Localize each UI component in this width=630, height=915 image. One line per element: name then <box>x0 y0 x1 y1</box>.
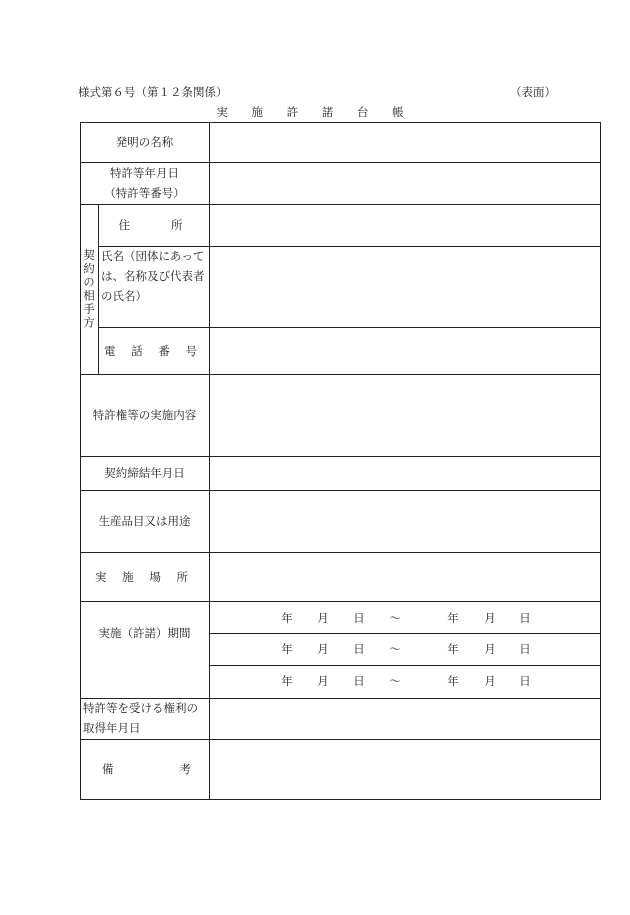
year-unit: 年 <box>447 674 459 688</box>
invention-name-label: 発明の名称 <box>115 135 174 149</box>
phone-label: 電 話 番 号 <box>104 343 203 358</box>
year-unit: 年 <box>281 642 293 656</box>
period-row-1 <box>80 610 601 628</box>
patent-date-text: 特許等年月日 <box>110 166 179 180</box>
month-unit: 月 <box>317 642 329 656</box>
counterparty-group-text: 契約の相手方 <box>82 248 96 330</box>
day-unit: 日 <box>519 674 531 688</box>
day-unit: 日 <box>353 674 365 688</box>
rights-date-line-2: 取得年月日 <box>83 721 141 735</box>
contract-date-label: 契約締結年月日 <box>104 466 185 480</box>
day-unit: 日 <box>519 611 531 625</box>
rights-date-line-1: 特許等を受ける権利の <box>83 701 198 715</box>
row-divider <box>209 665 601 666</box>
day-unit: 日 <box>519 642 531 656</box>
month-unit: 月 <box>317 611 329 625</box>
row-divider <box>209 633 601 634</box>
year-unit: 年 <box>281 674 293 688</box>
year-unit: 年 <box>281 611 293 625</box>
day-unit: 日 <box>353 611 365 625</box>
location-label: 実 施 場 所 <box>95 569 194 584</box>
license-register-table <box>80 122 601 800</box>
period-row-3 <box>80 673 601 691</box>
month-unit: 月 <box>484 642 496 656</box>
month-unit: 月 <box>484 674 496 688</box>
products-label: 生産品目又は用途 <box>98 514 191 528</box>
tilde-mark: ～ <box>389 674 401 688</box>
table-border-bottom <box>80 799 601 800</box>
name-label <box>98 246 209 327</box>
day-unit: 日 <box>353 642 365 656</box>
remarks-text-1: 備 <box>102 762 114 776</box>
name-label-line-1: 氏名（団体にあって <box>101 249 205 263</box>
name-label-line-2: は、名称及び代表者 <box>101 269 205 283</box>
page-side-label: （表面） <box>510 85 556 99</box>
period-label: 実施（許諾）期間 <box>98 626 191 640</box>
name-label-line-3: の氏名） <box>101 289 147 303</box>
patent-number-text: （特許等番号） <box>104 186 185 200</box>
form-number: 様式第６号（第１２条関係） <box>78 85 228 99</box>
remarks-label <box>80 739 209 799</box>
implementation-content-label: 特許権等の実施内容 <box>92 408 197 422</box>
period-row-2 <box>80 641 601 659</box>
tilde-mark: ～ <box>389 611 401 625</box>
address-label: 住 所 <box>118 218 189 232</box>
counterparty-group-label <box>80 204 98 374</box>
month-unit: 月 <box>317 674 329 688</box>
rights-date-label <box>80 698 209 739</box>
year-unit: 年 <box>447 642 459 656</box>
patent-date-label <box>80 162 209 204</box>
year-unit: 年 <box>447 611 459 625</box>
remarks-text-2: 考 <box>179 762 191 776</box>
tilde-mark: ～ <box>389 642 401 656</box>
document-title: 実 施 許 諾 台 帳 <box>216 105 414 119</box>
month-unit: 月 <box>484 611 496 625</box>
